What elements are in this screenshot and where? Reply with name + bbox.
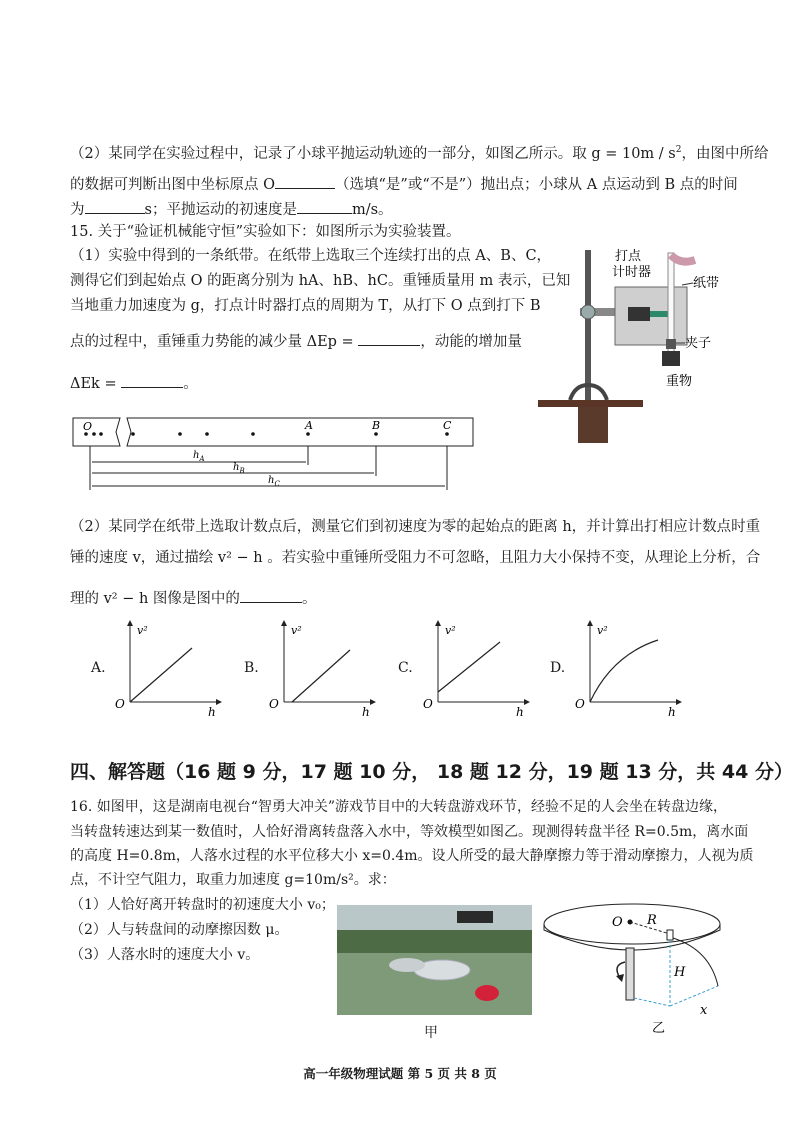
q16-sub3: （3）人落水时的速度大小 v。 xyxy=(70,947,260,963)
q15-text: ΔEk = xyxy=(70,376,117,392)
q14-text: m/s。 xyxy=(351,202,393,218)
q16-sub1: （1）人恰好离开转盘时的初速度大小 v₀； xyxy=(70,897,335,913)
q15-p1-line2: 测得它们到起始点 O 的距离分别为 hA、hB、hC。重锤质量用 m 表示，已知 xyxy=(70,273,571,289)
tape-dot xyxy=(251,432,255,436)
photo-scene xyxy=(337,905,532,1015)
tape-dot xyxy=(131,432,135,436)
q15-text: 理的 v² − h 图像是图中的 xyxy=(70,591,240,607)
option-C-xlabel: h xyxy=(516,705,524,719)
base-block xyxy=(578,407,608,443)
tape-label-A: A xyxy=(305,419,313,432)
tape-dot-C xyxy=(445,432,449,436)
q15-text: 。 xyxy=(301,591,317,607)
option-B-line xyxy=(292,650,350,702)
weight xyxy=(662,351,680,366)
option-C-ylabel: v² xyxy=(445,624,456,637)
tape-dot xyxy=(92,432,96,436)
base-plate xyxy=(538,400,643,407)
label-timer: 打点 xyxy=(615,249,642,264)
option-C-line xyxy=(438,642,500,692)
q14-text: ，由图中所给 xyxy=(681,145,769,162)
option-D-ylabel: v² xyxy=(597,624,608,637)
q14-line3 xyxy=(70,199,393,220)
q14-text: s；平抛运动的初速度是 xyxy=(144,202,297,218)
answer-blank[interactable] xyxy=(85,199,145,214)
q16-line3: 的高度 H=0.8m，人落水过程的水平位移大小 x=0.4m。设人所受的最大静摩擦力等于滑动摩擦力，人视为质 xyxy=(70,848,754,864)
option-A-graph xyxy=(112,620,222,720)
answer-blank[interactable] xyxy=(275,174,335,189)
tape-dot-B xyxy=(374,432,378,436)
q15-p1-line5 xyxy=(70,373,198,394)
option-C-graph xyxy=(420,620,530,720)
option-C-label[interactable]: C. xyxy=(398,660,413,676)
q16-line1: 16. 如图甲，这是湖南电视台“智勇大冲关”游戏节目中的大转盘游戏环节，经验不足的人会坐在转盘边缘， xyxy=(70,799,728,815)
tape-dot xyxy=(178,432,182,436)
clamp-knob xyxy=(581,305,595,319)
q14-text: 的数据可判断出图中坐标原点 O xyxy=(70,177,275,193)
option-B-origin: O xyxy=(269,697,279,711)
yi-label-H: H xyxy=(674,965,686,980)
caption-yi: 乙 xyxy=(652,1021,666,1036)
yi-label-O: O xyxy=(612,915,623,930)
answer-blank[interactable] xyxy=(297,199,352,214)
tape-dot xyxy=(205,432,209,436)
q14-text: 为 xyxy=(70,202,85,218)
answer-blank[interactable] xyxy=(358,331,420,346)
axle xyxy=(626,948,634,1000)
turntable-disk xyxy=(544,904,720,944)
q15-text: 。 xyxy=(183,376,198,392)
q15-p1-line3: 当地重力加速度为 g，打点计时器打点的周期为 T，从打下 O 点到打下 B xyxy=(70,298,541,314)
red-buoy xyxy=(475,985,499,1001)
tape-dot-A xyxy=(306,432,310,436)
tape-label-O: O xyxy=(83,420,93,433)
q16-line4: 点，不计空气阻力，取重力加速度 g=10m/s²。求： xyxy=(70,872,396,888)
q15-p2-line3 xyxy=(70,588,316,609)
option-A-line xyxy=(130,648,192,702)
clip xyxy=(666,339,676,349)
q14-line2 xyxy=(70,174,738,195)
paper-tape xyxy=(668,253,674,353)
section4-heading: 四、解答题（16 题 9 分，17 题 10 分， 18 题 12 分，19 题 13 分，共 44 分） xyxy=(70,761,793,783)
option-D-graph xyxy=(572,620,682,720)
q14-line1 xyxy=(70,140,768,164)
apparatus-figure xyxy=(530,235,730,445)
q15-p2-line2: 锤的速度 v，通过描绘 v² − h 。若实验中重锤所受阻力不可忽略，且阻力大小保持不变，从理论上分析，合 xyxy=(70,550,761,566)
label-timer2: 计时器 xyxy=(612,265,652,280)
label-weight: 重物 xyxy=(666,374,693,389)
option-B-graph xyxy=(266,620,376,720)
label-clip: 夹子 xyxy=(685,336,712,351)
q15-p1-line4 xyxy=(70,331,522,352)
option-A-origin: O xyxy=(115,697,125,711)
option-B-label[interactable]: B. xyxy=(244,660,259,676)
page-footer: 高一年级物理试题 第 5 页 共 8 页 xyxy=(303,1066,497,1081)
tape-label-hA: $h_A$ xyxy=(193,450,205,463)
tape-label-B: B xyxy=(372,419,381,432)
hand xyxy=(671,255,695,262)
photo-jia xyxy=(337,905,532,1015)
q14-text: （选填“是”或“不是”）抛出点；小球从 A 点运动到 B 点的时间 xyxy=(335,177,738,193)
yi-label-x: x xyxy=(700,1003,708,1018)
q15-title: 15. 关于“验证机械能守恒”实验如下：如图所示为实验装置。 xyxy=(70,224,461,240)
q16-sub2: （2）人与转盘间的动摩擦因数 μ。 xyxy=(70,922,289,938)
q14-text: （2）某同学在实验过程中，记录了小球平抛运动轨迹的一部分，如图乙所示。取 g = 10m / s xyxy=(70,145,676,162)
tape-dot xyxy=(99,432,103,436)
tape-label-hB: $h_B$ xyxy=(233,462,245,475)
timer-coil xyxy=(628,307,650,321)
answer-blank[interactable] xyxy=(240,588,302,603)
caption-jia: 甲 xyxy=(424,1025,438,1041)
option-D-xlabel: h xyxy=(668,705,676,719)
q16-line2: 当转盘转速达到某一数值时，人恰好滑离转盘落入水中，等效模型如图乙。现测得转盘半径 R=0.5m，离水面 xyxy=(70,824,749,840)
timer-needle xyxy=(650,311,668,317)
q15-p2-line1: （2）某同学在纸带上选取计数点后，测量它们到初速度为零的起始点的距离 h，并计算出打相应计数点时重 xyxy=(70,519,761,535)
option-A-label[interactable]: A. xyxy=(91,660,106,676)
q15-text: 点的过程中，重锤重力势能的减少量 ΔEp = xyxy=(70,334,354,350)
option-D-curve xyxy=(590,640,658,702)
tape-label-hC: $h_C$ xyxy=(268,475,280,488)
tape-label-C: C xyxy=(443,419,452,432)
option-B-xlabel: h xyxy=(362,705,370,719)
q15-text: ，动能的增加量 xyxy=(420,334,522,350)
diagram-yi xyxy=(540,900,730,1040)
option-D-origin: O xyxy=(575,697,585,711)
option-C-origin: O xyxy=(423,697,433,711)
yi-label-R: R xyxy=(647,913,657,928)
q15-p1-line1: （1）实验中得到的一条纸带。在纸带上选取三个连续打出的点 A、B、C， xyxy=(70,248,552,264)
answer-blank[interactable] xyxy=(121,373,183,388)
option-A-xlabel: h xyxy=(208,705,216,719)
option-B-ylabel: v² xyxy=(291,624,302,637)
label-tape: 纸带 xyxy=(693,276,720,291)
option-D-label[interactable]: D. xyxy=(550,660,566,676)
option-A-ylabel: v² xyxy=(137,624,148,637)
q14-sup: 2 xyxy=(675,145,682,155)
stand-rod xyxy=(585,250,591,400)
tape-figure xyxy=(70,410,480,495)
